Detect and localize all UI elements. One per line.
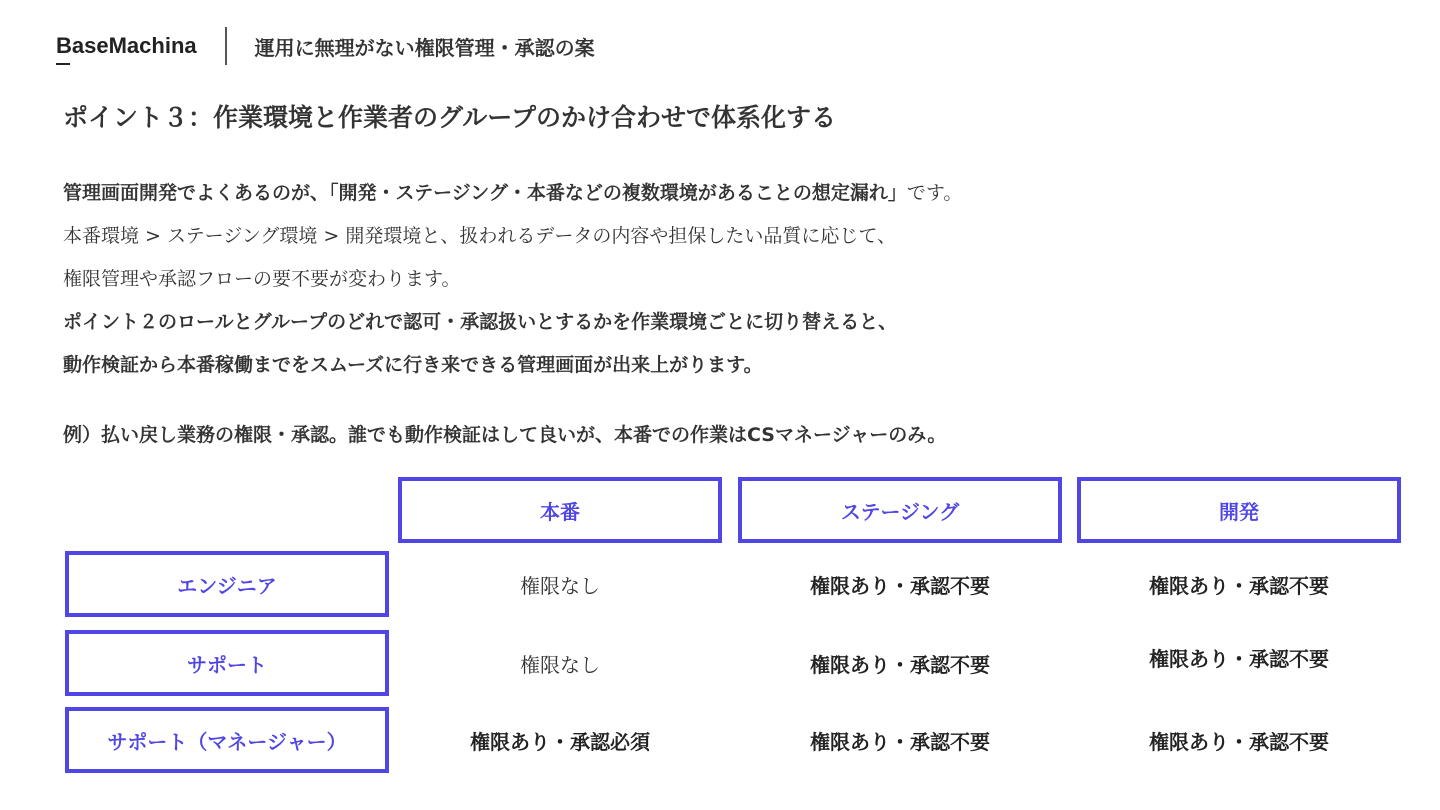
column-header-staging <box>738 477 1062 543</box>
row-header-label: サポート <box>187 652 267 677</box>
column-header-development <box>1077 477 1401 543</box>
row-header-support-manager <box>65 707 389 773</box>
body-text <box>63 172 962 387</box>
row-header-support <box>65 630 389 696</box>
table-cell: 権限なし <box>520 573 600 598</box>
header-divider <box>225 27 227 65</box>
column-header-label: 開発 <box>1219 499 1259 524</box>
body-line-1 <box>63 172 962 215</box>
row-header-label: エンジニア <box>177 573 277 598</box>
header-title: 運用に無理がない権限管理・承認の案 <box>254 35 595 60</box>
table-cell: 権限あり・承認不要 <box>1149 573 1329 598</box>
column-header-label: ステージング <box>840 499 960 524</box>
column-header-production <box>398 477 722 543</box>
row-header-label: サポート（マネージャー） <box>107 729 347 754</box>
table-cell: 権限あり・承認不要 <box>1149 729 1329 754</box>
body-line-5: 動作検証から本番稼働までをスムーズに行き来できる管理画面が出来上がります。 <box>63 354 763 376</box>
table-cell: 権限あり・承認必須 <box>470 729 650 754</box>
example-text: 例）払い戻し業務の権限・承認。誰でも動作検証はして良いが、本番での作業はCSマネージャーのみ。 <box>63 424 947 446</box>
table-cell: 権限あり・承認不要 <box>810 729 990 754</box>
brand-logo <box>56 33 197 59</box>
body-line-4: ポイント２のロールとグループのどれで認可・承認扱いとするかを作業環境ごとに切り替えると、 <box>63 311 898 333</box>
body-line-2: 本番環境 > ステージング環境 > 開発環境と、扱われるデータの内容や担保したい品質に応じて、 <box>63 225 897 247</box>
table-cell: 権限あり・承認不要 <box>810 652 990 677</box>
body-line-3: 権限管理や承認フローの要不要が変わります。 <box>63 268 461 290</box>
header <box>56 26 595 66</box>
table-cell: 権限なし <box>520 652 600 677</box>
body-line-1-tail: です。 <box>906 182 963 204</box>
row-header-engineer <box>65 551 389 617</box>
brand-logo-underline <box>56 63 70 65</box>
brand-logo-text: BaseMachina <box>56 33 197 58</box>
body-line-1-bold: 管理画面開発でよくあるのが、「開発・ステージング・本番などの複数環境があることの想定漏れ」 <box>63 182 907 204</box>
table-cell: 権限あり・承認不要 <box>810 573 990 598</box>
table-cell: 権限あり・承認不要 <box>1149 646 1329 671</box>
point-title: ポイント３：作業環境と作業者のグループのかけ合わせで体系化する <box>63 103 837 132</box>
column-header-label: 本番 <box>540 499 580 524</box>
